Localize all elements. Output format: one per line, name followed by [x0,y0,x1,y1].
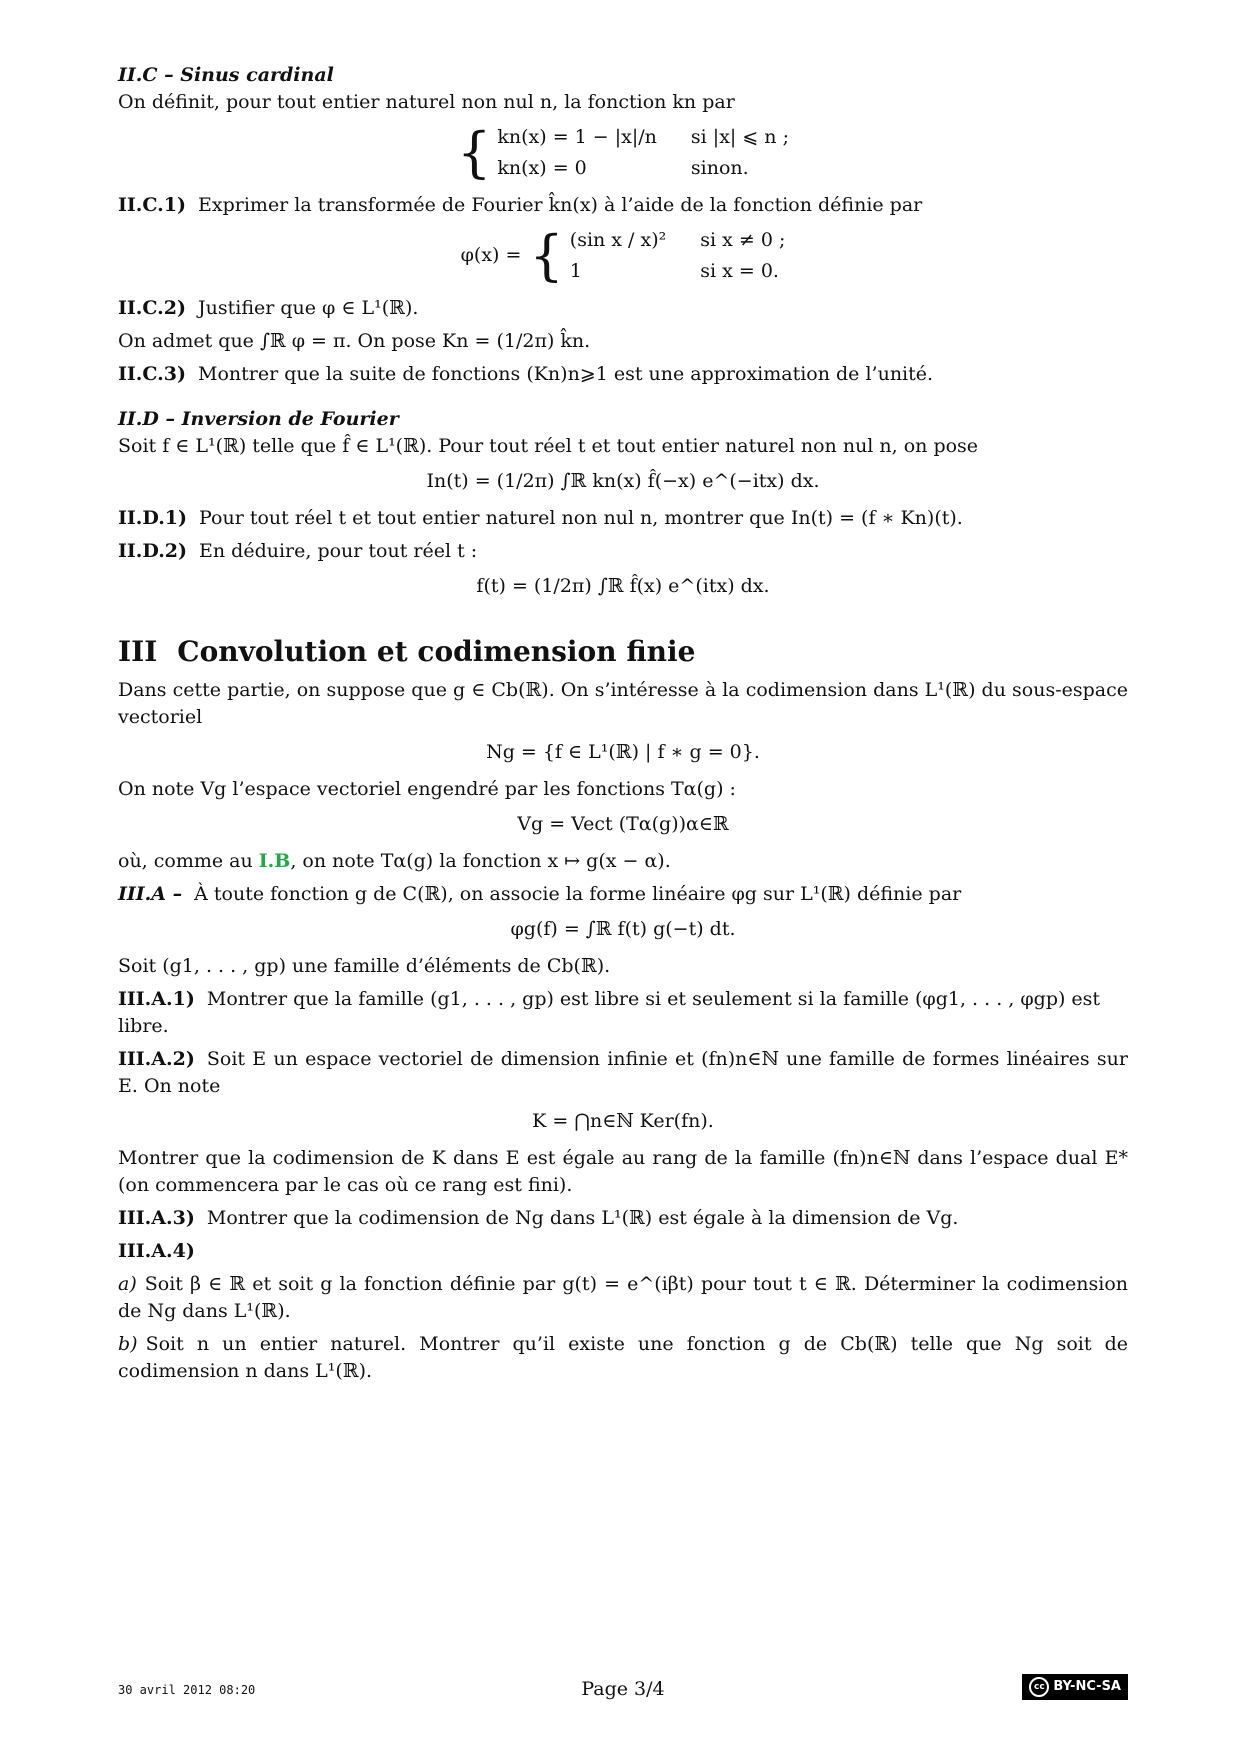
question-text: Justifier que φ ∈ L¹(ℝ). [198,296,419,319]
question-label: III.A.4) [118,1239,195,1262]
subsection-IIIA [118,881,1128,908]
creative-commons-icon: cc [1029,1677,1049,1697]
equation-phig: φg(f) = ∫ℝ f(t) g(−t) dt. [510,918,736,941]
question-IIIA4b [118,1331,1128,1385]
text: , on note Tα(g) la fonction x ↦ g(x − α). [290,850,671,873]
equation-Vg: Vg = Vect (Tα(g))α∈ℝ [517,813,729,836]
question-label: III.A.3) [118,1206,195,1229]
question-label: II.D.1) [118,506,188,529]
equation-K: K = ⋂n∈ℕ Ker(fn). [532,1109,714,1132]
cross-reference-link[interactable]: I.B [258,850,291,873]
equation-condition: si x = 0. [700,259,779,282]
question-text: Exprimer la transformée de Fourier k̂n(x) à l’aide de la fonction définie par [198,193,923,216]
question-label: II.C.2) [118,296,187,319]
item-text: Soit n un entier naturel. Montrer qu’il existe une fonction g de Cb(ℝ) telle que Ng soit de codimension n dans L¹(ℝ). [118,1332,1128,1382]
question-label: II.D.2) [118,539,188,562]
question-IIIA2 [118,1046,1128,1100]
equation-Ng: Ng = {f ∈ L¹(ℝ) | f ∗ g = 0}. [486,741,760,764]
paragraph [118,848,1128,875]
footer-date: 30 avril 2012 08:20 [118,1683,256,1697]
paragraph: On note Vg l’espace vectoriel engendré par les fonctions Tα(g) : [118,778,736,801]
paragraph: Soit (g1, . . . , gp) une famille d’éléments de Cb(ℝ). [118,955,611,977]
equation-lhs: φ(x) = [460,244,522,267]
question-IID1 [118,505,1128,532]
subsection-title-IID: II.D – Inversion de Fourier [118,407,399,430]
question-IIIA3 [118,1205,1128,1232]
subsection-text: À toute fonction g de C(ℝ), on associe la forme linéaire φg sur L¹(ℝ) définie par [194,883,962,906]
item-label: b) [118,1332,138,1355]
equation-condition: si x ≠ 0 ; [700,228,786,251]
question-IIC3 [118,361,1128,388]
equation-row: (sin x / x)² [569,228,667,251]
paragraph: Soit f ∈ L¹(ℝ) telle que f̂ ∈ L¹(ℝ). Pour tout réel t et tout entier naturel non nul n, on pose [118,434,979,457]
item-label: a) [118,1272,137,1295]
question-label: II.C.3) [118,362,187,385]
question-text: En déduire, pour tout réel t : [199,539,478,562]
question-IIIA4 [118,1238,1128,1265]
question-IIC1 [118,192,1128,219]
section-title-III [118,632,1128,672]
page-content [118,56,1128,1385]
question-label: III.A.2) [118,1047,195,1070]
subsection-label: III.A – [118,883,183,906]
question-IIC2 [118,295,1128,322]
subsection-title-IIC: II.C – Sinus cardinal [118,64,334,86]
paragraph: Montrer que la codimension de K dans E est égale au rang de la famille (fn)n∈ℕ dans l’espace dual E* (on commencera par le cas où ce rang est fini). [118,1146,1128,1196]
question-text: Montrer que la suite de fonctions (Kn)n⩾1 est une approximation de l’unité. [198,362,934,385]
equation-condition: si |x| ⩽ n ; [690,125,789,148]
question-IID2 [118,538,1128,565]
question-label: II.C.1) [118,193,187,216]
page-footer [118,1676,1128,1702]
equation-condition: sinon. [690,156,749,179]
question-text: Montrer que la famille (g1, . . . , gp) est libre si et seulement si la famille (φg1, . . . , φgp) est libre. [118,987,1101,1037]
question-IIIA4a [118,1271,1128,1325]
equation-kn: { kn(x) = 1 − |x|/n si |x| ⩽ n ; kn(x) = 0 sinon. [457,120,789,184]
equation-In: In(t) = (1/2π) ∫ℝ kn(x) f̂(−x) e^(−itx) dx. [426,469,820,492]
question-text: Pour tout réel t et tout entier naturel non nul n, montrer que In(t) = (f ∗ Kn)(t). [199,506,963,529]
license-label: BY-NC-SA [1053,1678,1121,1694]
equation-row: kn(x) = 0 [497,156,587,179]
section-number: III [118,634,158,668]
question-label: III.A.1) [118,987,195,1010]
paragraph: On admet que ∫ℝ φ = π. On pose Kn = (1/2π) k̂n. [118,329,591,352]
question-IIIA1 [118,986,1128,1040]
paragraph: On définit, pour tout entier naturel non nul n, la fonction kn par [118,90,735,113]
text: où, comme au [118,850,253,873]
section-title: Convolution et codimension finie [177,634,696,668]
question-text: Montrer que la codimension de Ng dans L¹(ℝ) est égale à la dimension de Vg. [206,1206,959,1229]
equation-row: kn(x) = 1 − |x|/n [497,125,657,148]
item-text: Soit β ∈ ℝ et soit g la fonction définie par g(t) = e^(iβt) pour tout t ∈ ℝ. Déterminer la codimension de Ng dans L¹(ℝ). [118,1272,1128,1322]
question-text: Soit E un espace vectoriel de dimension infinie et (fn)n∈ℕ une famille de formes linéaires sur E. On note [118,1047,1128,1097]
equation-phi: φ(x) = { (sin x / x)² si x ≠ 0 ; 1 si x = 0. [460,223,786,287]
paragraph: Dans cette partie, on suppose que g ∈ Cb(ℝ). On s’intéresse à la codimension dans L¹(ℝ) du sous-espace vectoriel [118,679,1128,729]
license-badge [1022,1674,1128,1700]
page-number: Page 3/4 [581,1678,665,1700]
equation-row: 1 [569,259,582,282]
equation-inversion: f(t) = (1/2π) ∫ℝ f̂(x) e^(itx) dx. [476,574,770,597]
